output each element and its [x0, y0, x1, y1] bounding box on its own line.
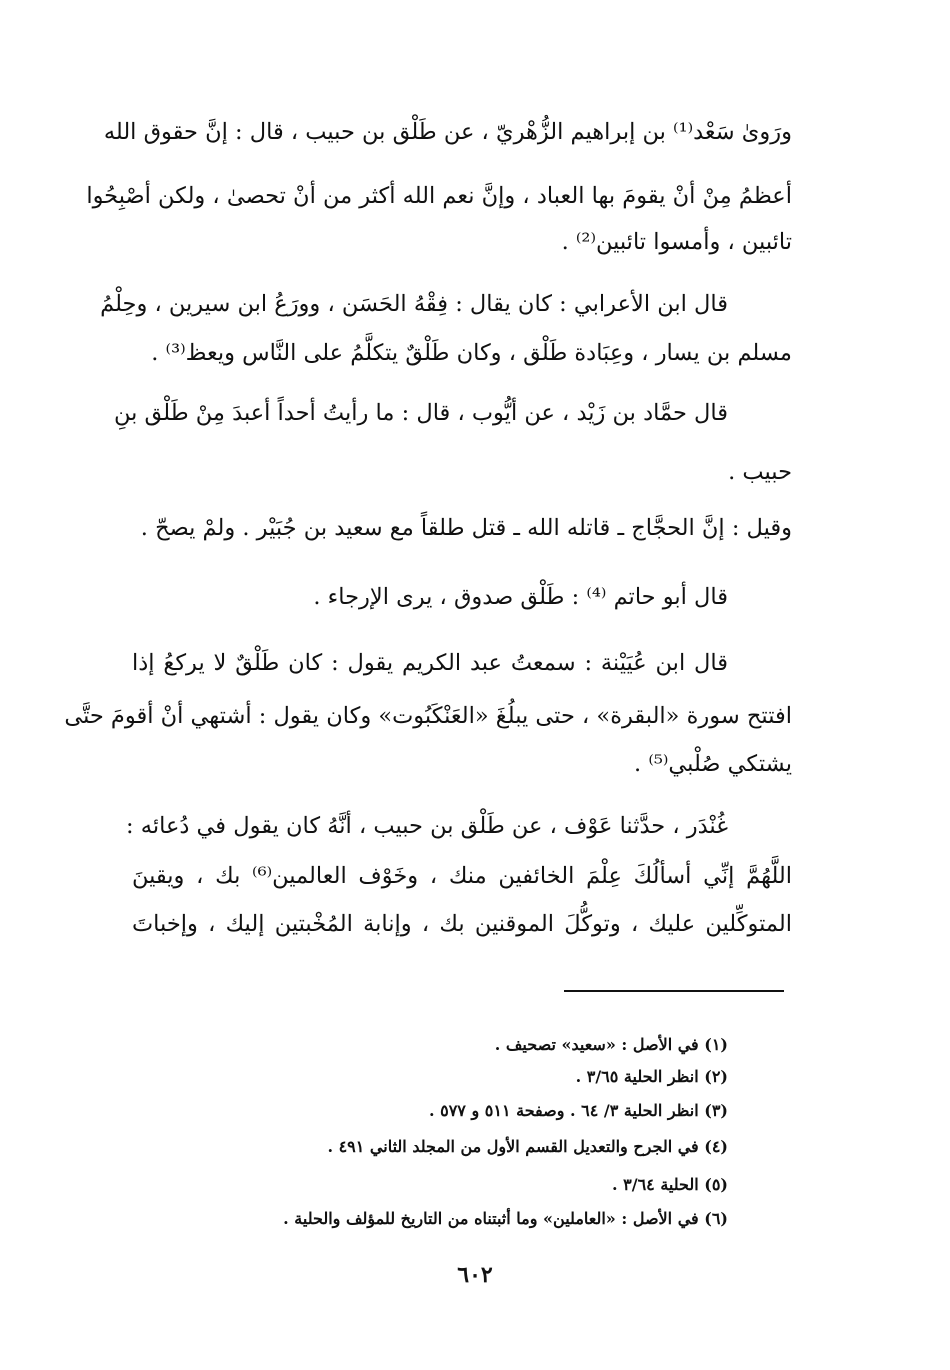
p7-line1: غُنْدَر ، حدَّثنا عَوْف ، عن طَلْق بن حبيب ، أنَّهُ كان يقول في دُعائه : [126, 813, 728, 839]
p1-line3: تائبين ، وأمسوا تائبين⁽²⁾ . [561, 229, 792, 255]
p2-line1: قال ابن الأعرابي : كان يقال : فِقْهُ الحَسَن ، وورَعُ ابن سيرين ، وحِلْمُ [100, 291, 728, 317]
p7-line2: اللَّهُمَّ إنِّي أسألُكَ عِلْمَ الخائفين منك ، وخَوْف العالمين⁽⁶⁾ بك ، ويقينَ [132, 863, 792, 889]
footnote-6: (٦) في الأصل : «العاملين» وما أثبتناه من التاريخ للمؤلف والحلية . [283, 1209, 728, 1228]
p6-line3: يشتكي صُلْبي⁽⁵⁾ . [634, 751, 792, 777]
p5-line1: قال أبو حاتم ⁽⁴⁾ : طَلْق صدوق ، يرى الإرجاء . [313, 584, 728, 610]
p6-line2: افتتح سورة «البقرة» ، حتى يبلُغَ «العَنْكَبُوت» وكان يقول : أشتهي أنْ أقومَ حتَّى [64, 703, 792, 729]
footnote-1: (١) في الأصل : «سعيد» تصحيف . [494, 1035, 728, 1054]
p4-line1: وقيل : إنَّ الحجَّاج ـ قاتله الله ـ قتل طلقاً مع سعيد بن جُبَيْر . ولمْ يصحّ . [140, 515, 792, 541]
footnote-2: (٢) انظر الحلية ٣/٦٥ . [575, 1067, 728, 1086]
p3-line1: قال حمَّاد بن زَيْد ، عن أيُّوب ، قال : ما رأيتُ أحداً أعبدَ مِنْ طَلْق بنِ [113, 400, 728, 426]
page-number: ٦٠٢ [457, 1262, 493, 1288]
footnote-4: (٤) في الجرح والتعديل القسم الأول من المجلد الثاني ٤٩١ . [327, 1137, 728, 1156]
p2-line2: مسلم بن يسار ، وعِبَادة طَلْق ، وكان طَلْقٌ يتكلَّمُ على النَّاس ويعظ⁽³⁾ . [151, 340, 792, 366]
p1-line1: ورَوىٰ سَعْد⁽¹⁾ بن إبراهيم الزُّهْريّ ، عن طَلْق بن حبيب ، قال : إنَّ حقوق الله [103, 119, 792, 145]
p3-line2: حبيب . [728, 459, 792, 485]
p1-line2: أعظمُ مِنْ أنْ يقومَ بها العباد ، وإنَّ نعم الله أكثر من أنْ تحصىٰ ، ولكن أصْبِحُوا [86, 183, 792, 209]
p6-line1: قال ابن عُيَيْنة : سمعتُ عبد الكريم يقول : كان طَلْقٌ لا يركعُ إذا [132, 650, 728, 676]
p7-line3: المتوكِّلين عليك ، وتوكُّلَ الموقنين بك ، وإنابة المُخْبتين إليك ، وإخباتَ [132, 911, 792, 937]
footnote-5: (٥) الحلية ٣/٦٤ . [612, 1175, 728, 1194]
footnote-separator [564, 990, 784, 992]
footnote-3: (٣) انظر الحلية ٣/ ٦٤ . وصفحة ٥١١ و ٥٧٧ . [428, 1101, 728, 1120]
